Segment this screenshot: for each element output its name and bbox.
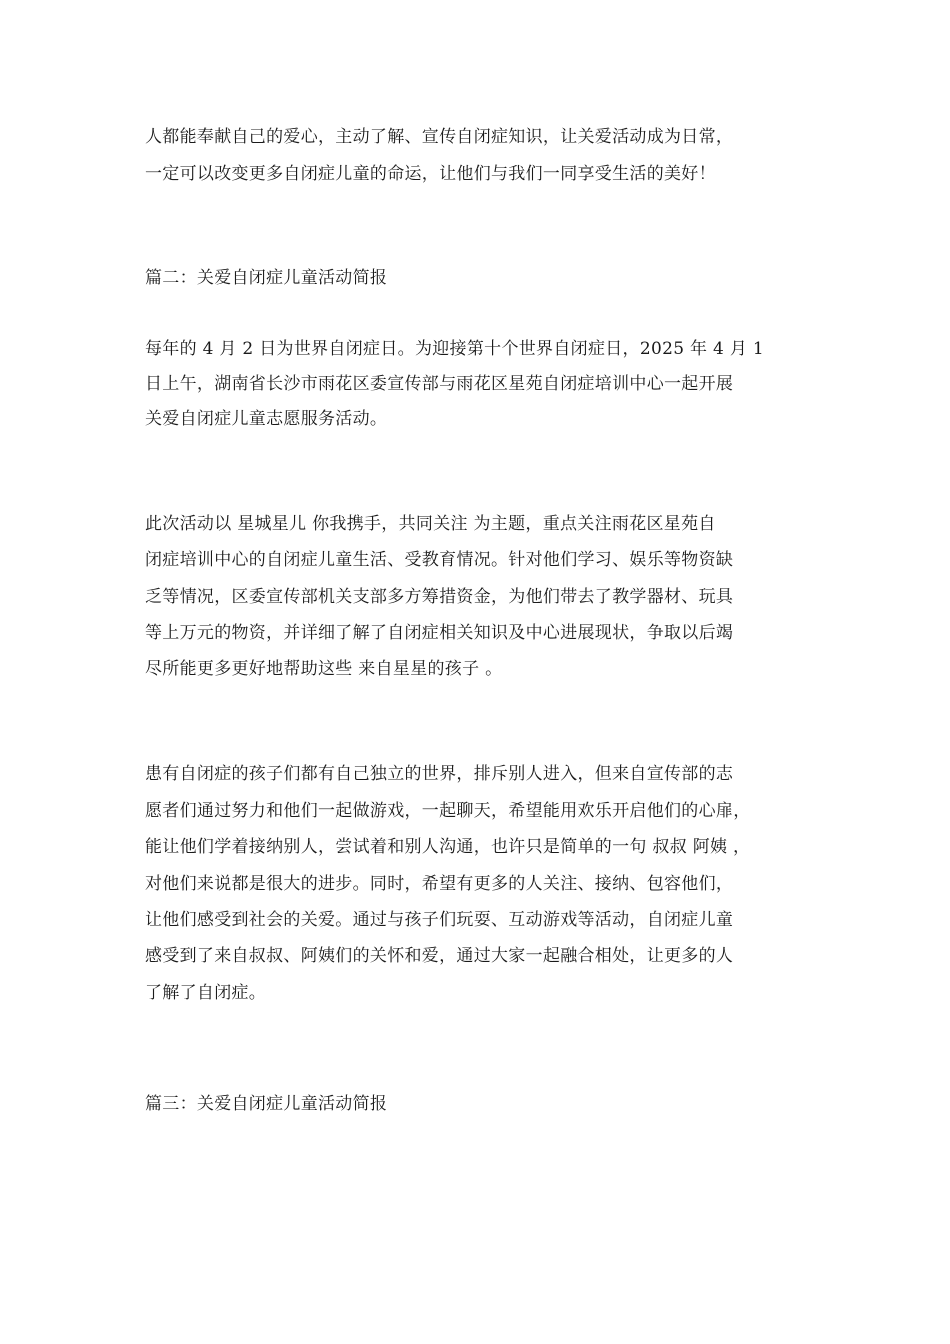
intro-line-1: 人都能奉献自己的爱心，主动了解、宣传自闭症知识，让关爱活动成为日常， — [145, 127, 734, 147]
section2-para2-line-5: 尽所能更多更好地帮助这些 来自星星的孩子 。 — [145, 659, 503, 679]
section2-para3-line-6: 感受到了来自叔叔、阿姨们的关怀和爱，通过大家一起融合相处，让更多的人 — [145, 946, 734, 966]
section2-para2-line-3: 乏等情况，区委宣传部机关支部多方筹措资金，为他们带去了教学器材、玩具 — [145, 587, 734, 607]
section2-para3-line-7: 了解了自闭症。 — [145, 983, 267, 1003]
section2-heading: 篇二：关爱自闭症儿童活动简报 — [145, 268, 388, 288]
section2-para3-line-3: 能让他们学着接纳别人，尝试着和别人沟通，也许只是简单的一句 叔叔 阿姨 ， — [145, 837, 751, 857]
section2-para1-line-2: 日上午，湖南省长沙市雨花区委宣传部与雨花区星苑自闭症培训中心一起开展 — [145, 374, 734, 394]
section2-para2-line-1: 此次活动以 星城星儿 你我携手，共同关注 为主题，重点关注雨花区星苑自 — [145, 514, 716, 534]
intro-line-2: 一定可以改变更多自闭症儿童的命运，让他们与我们一同享受生活的美好！ — [145, 164, 716, 184]
section2-para1-line-1: 每年的 4 月 2 日为世界自闭症日。为迎接第十个世界自闭症日，2025 年 4 月 1 — [145, 339, 764, 359]
section2-para3-line-2: 愿者们通过努力和他们一起做游戏，一起聊天，希望能用欢乐开启他们的心扉， — [145, 801, 751, 821]
section2-para1-line-3: 关爱自闭症儿童志愿服务活动。 — [145, 409, 388, 429]
section2-para3-line-4: 对他们来说都是很大的进步。同时，希望有更多的人关注、接纳、包容他们， — [145, 874, 734, 894]
section2-para3-line-1: 患有自闭症的孩子们都有自己独立的世界，排斥别人进入，但来自宣传部的志 — [145, 764, 734, 784]
section2-para2-line-2: 闭症培训中心的自闭症儿童生活、受教育情况。针对他们学习、娱乐等物资缺 — [145, 550, 734, 570]
section2-para2-line-4: 等上万元的物资，并详细了解了自闭症相关知识及中心进展现状，争取以后竭 — [145, 623, 734, 643]
section2-para3-line-5: 让他们感受到社会的关爱。通过与孩子们玩耍、互动游戏等活动，自闭症儿童 — [145, 910, 734, 930]
section3-heading: 篇三：关爱自闭症儿童活动简报 — [145, 1094, 388, 1114]
